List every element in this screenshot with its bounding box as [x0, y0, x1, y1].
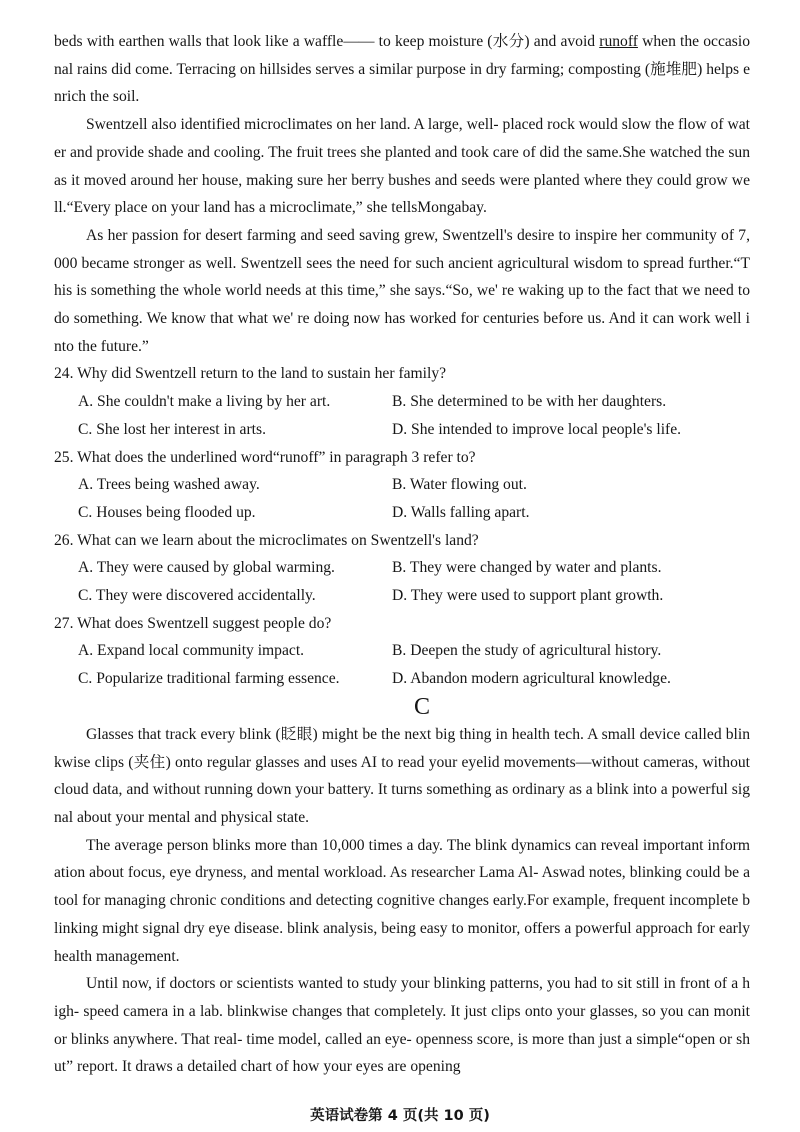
section-heading-c: C	[413, 693, 430, 720]
answer-options	[54, 471, 750, 526]
option-c: C. She lost her interest in arts.	[78, 420, 266, 438]
option-d: D. She intended to improve local people's life.	[392, 420, 682, 438]
underlined-word-runoff: runoff	[599, 33, 638, 50]
question-stem: 25. What does the underlined word“runoff” in paragraph 3 refer to?	[54, 448, 476, 466]
passage-b-paragraph-3: As her passion for desert farming and seed saving grew, Swentzell's desire to inspire her community of 7,000 became stronger as well. Swentzell sees the need for such ancient agricultural wisdom to spread further.“This is something the whole world needs at this time,” she says.“So, we' re waking up to the fact that we need to do something. We know that what we' re doing now has worked for centuries before us. And it can work well into the future.”	[54, 226, 750, 355]
paragraph-text: beds with earthen walls that look like a waffle—— to keep moisture (水分) and avoid	[54, 33, 600, 50]
passage-c-paragraph-3: Until now, if doctors or scientists wanted to study your blinking patterns, you had to sit still in front of a high- speed camera in a lab. blinkwise changes that completely. It just clips onto your glasses, so you can monitor blinks anywhere. That real- time model, called an eye- openness score, is more than just a simple“open or shut” report. It draws a detailed chart of how your eyes are opening	[54, 975, 750, 1076]
option-a: A. Expand local community impact.	[78, 642, 305, 660]
passage-c-paragraph-1: Glasses that track every blink (眨眼) might be the next big thing in health tech. A small device called blinkwise clips (夹住) onto regular glasses and uses AI to read your eyelid movements—without cameras, without cloud data, and without running down your battery. It turns something as ordinary as a blink into a powerful signal about your mental and physical state.	[54, 725, 750, 826]
passage-b-paragraph-1	[54, 28, 750, 111]
answer-options	[54, 388, 750, 443]
option-b: B. Deepen the study of agricultural history.	[392, 642, 662, 660]
page-footer: 英语试卷第 4 页(共 10 页)	[310, 1108, 490, 1124]
paragraph-text: when the occasional rains did come. Terracing on hillsides serves a similar purpose in dry farming; composting (施堆肥) helps enrich the soil.	[54, 33, 750, 106]
exam-page	[54, 28, 750, 1081]
option-d: D. Abandon modern agricultural knowledge.	[392, 670, 671, 688]
question-27	[54, 610, 750, 693]
option-d: D. They were used to support plant growth.	[392, 587, 664, 605]
option-a: A. Trees being washed away.	[78, 476, 260, 494]
option-b: B. Water flowing out.	[392, 476, 527, 494]
question-stem: 27. What does Swentzell suggest people do?	[54, 614, 332, 632]
question-25	[54, 444, 750, 527]
option-a: A. They were caused by global warming.	[78, 559, 335, 577]
option-c: C. Popularize traditional farming essence.	[78, 670, 340, 688]
passage-c-paragraph-2: The average person blinks more than 10,000 times a day. The blink dynamics can reveal important information about focus, eye dryness, and mental workload. As researcher Lama Al- Aswad notes, blinking could be a tool for managing chronic conditions and detecting cognitive changes early.For example, frequent incomplete blinking might signal dry eye disease. blink analysis, being easy to monitor, offers a powerful approach for early health management.	[54, 836, 750, 965]
option-a: A. She couldn't make a living by her art.	[78, 393, 331, 411]
question-stem: 24. Why did Swentzell return to the land to sustain her family?	[54, 365, 447, 383]
question-26	[54, 527, 750, 610]
answer-options	[54, 637, 750, 692]
option-d: D. Walls falling apart.	[392, 503, 530, 521]
option-b: B. She determined to be with her daughters.	[392, 393, 667, 411]
question-24	[54, 360, 750, 443]
question-stem: 26. What can we learn about the microclimates on Swentzell's land?	[54, 531, 479, 549]
option-c: C. Houses being flooded up.	[78, 503, 256, 521]
option-c: C. They were discovered accidentally.	[78, 587, 316, 605]
option-b: B. They were changed by water and plants.	[392, 559, 662, 577]
passage-b-paragraph-2: Swentzell also identified microclimates on her land. A large, well- placed rock would slow the flow of water and provide shade and cooling. The fruit trees she planted and took care of did the same.She watched the sun as it moved around her house, making sure her berry bushes and seeds were planted where they could grow well.“Every place on your land has a microclimate,” she tellsMongabay.	[54, 116, 751, 217]
answer-options	[54, 554, 750, 609]
